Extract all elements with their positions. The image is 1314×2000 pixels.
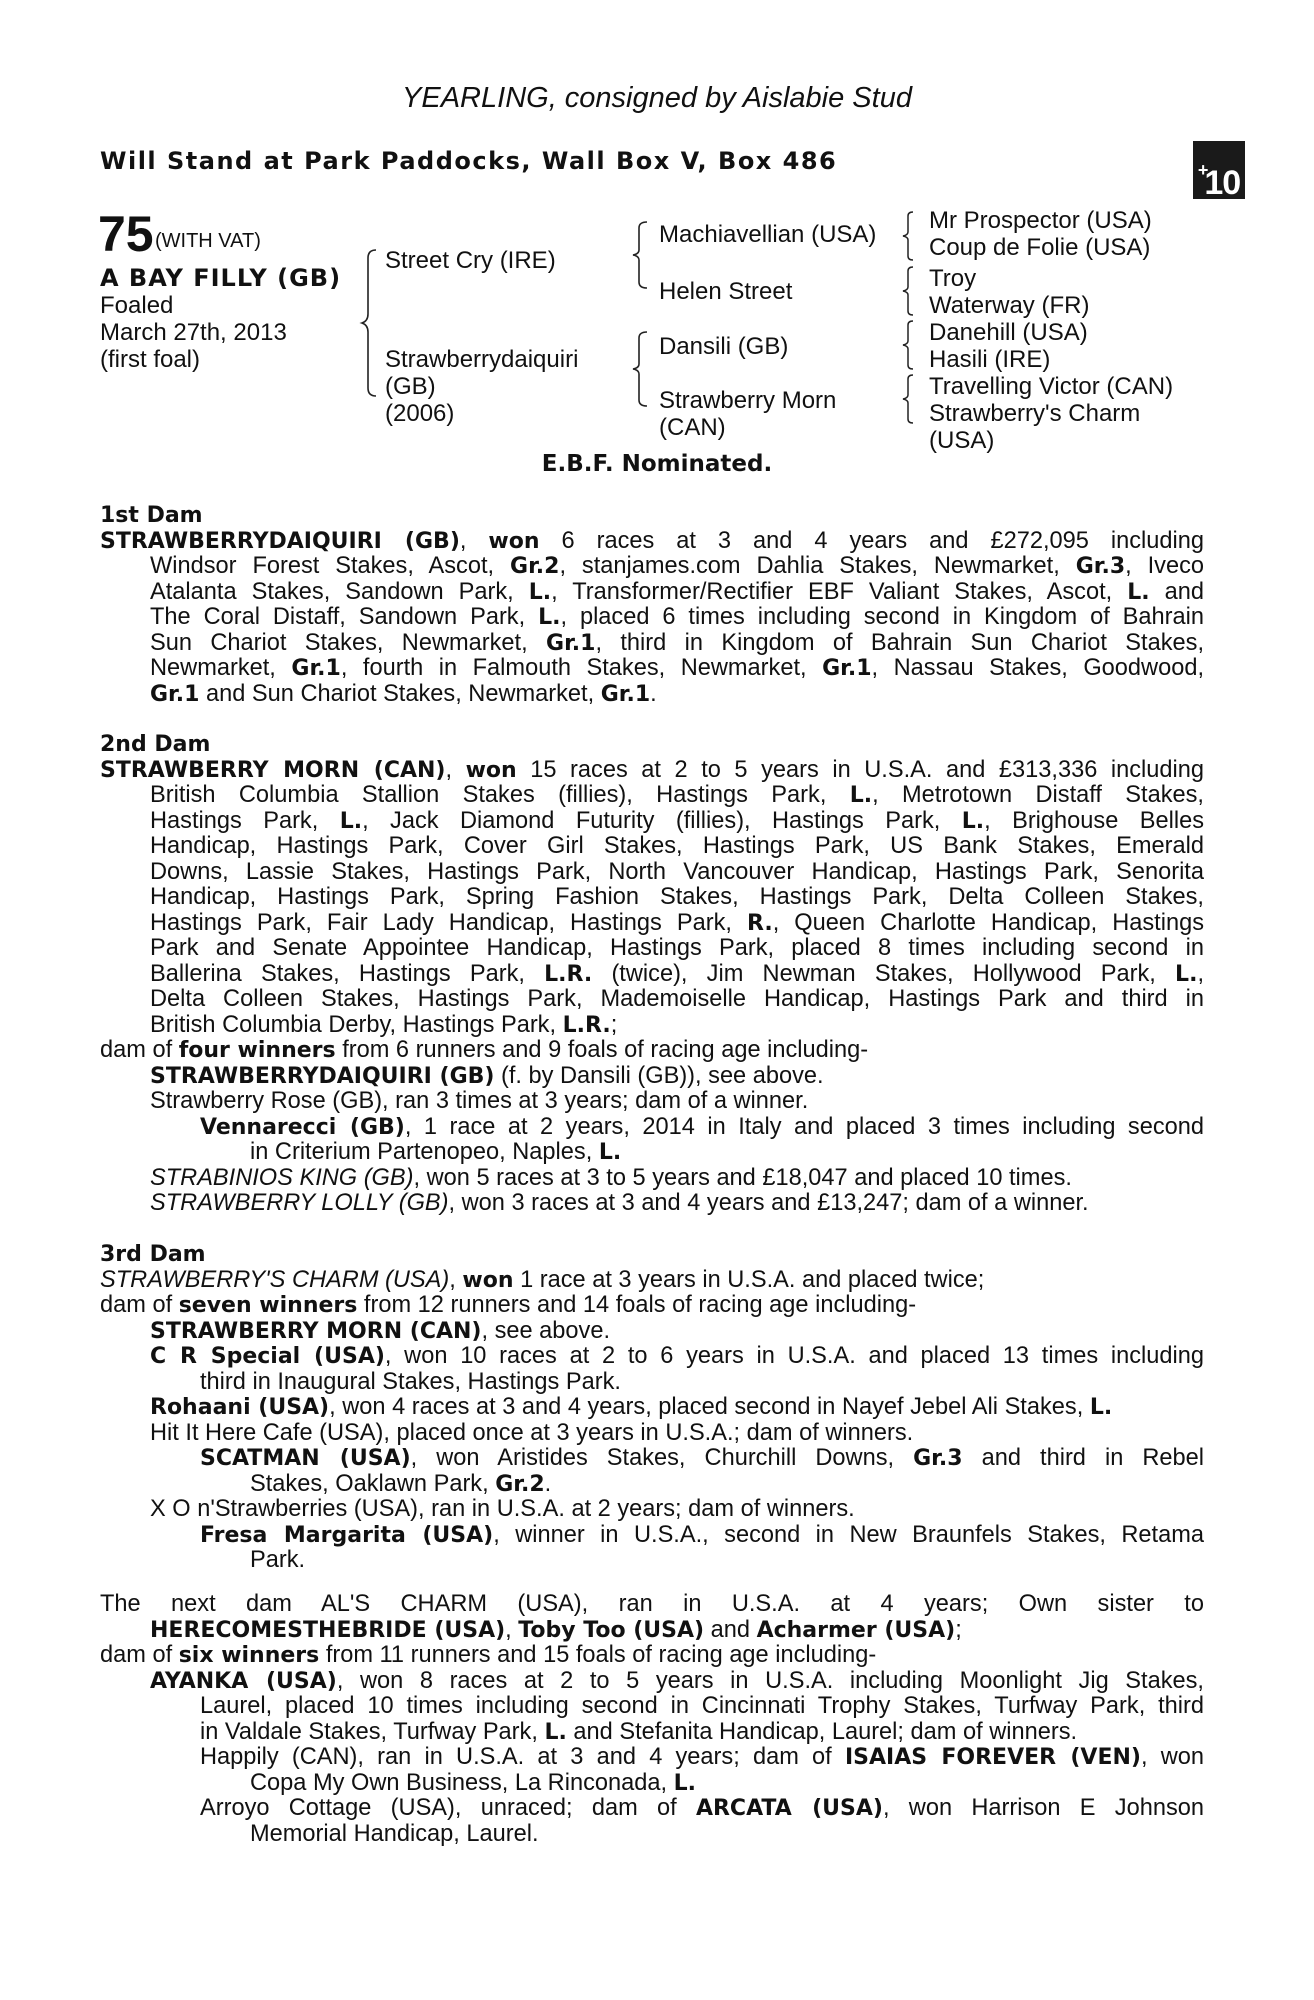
pedigree-ggen-8-line1: Strawberry's Charm [929, 400, 1141, 427]
produce-entry: Arroyo Cottage (USA), unraced; dam of ARCATA (USA), won Harrison E Johnson [200, 1795, 1204, 1821]
second-dam-line: Hastings Park, Fair Lady Handicap, Hastings Park, R., Queen Charlotte Handicap, Hastings [150, 909, 1204, 936]
third-dam-section [100, 1242, 1204, 1574]
next-dam-produce-summary: dam of six winners from 11 runners and 15 foals of racing age including- [100, 1642, 877, 1668]
first-dam-line: Sun Chariot Stakes, Newmarket, Gr.1, third in Kingdom of Bahrain Sun Chariot Stakes, [150, 629, 1204, 656]
pedigree-bracket-main [362, 248, 382, 398]
first-dam-line: Newmarket, Gr.1, fourth in Falmouth Stakes, Newmarket, Gr.1, Nassau Stakes, Goodwood, [150, 655, 1205, 681]
first-dam-name: STRAWBERRYDAIQUIRI (GB) [100, 528, 460, 554]
produce-entry: STRABINIOS KING (GB), won 5 races at 3 to 5 years and £18,047 and placed 10 times. [150, 1164, 1072, 1191]
produce-entry: STRAWBERRYDAIQUIRI (GB) (f. by Dansili (GB)), see above. [150, 1062, 824, 1089]
pedigree-sire-sire: Machiavellian (USA) [659, 221, 877, 248]
produce-entry: Fresa Margarita (USA), winner in U.S.A., second in New Braunfels Stakes, Retama [200, 1521, 1204, 1548]
foaled-info [100, 292, 287, 373]
produce-entry: Strawberry Rose (GB), ran 3 times at 3 years; dam of a winner. [150, 1088, 809, 1114]
second-dam-line: British Columbia Derby, Hastings Park, L.R.; [150, 1011, 618, 1038]
badge-mark: + [1197, 160, 1208, 180]
lot-vat: (WITH VAT) [155, 230, 261, 252]
pedigree-ggen-4: Waterway (FR) [929, 292, 1090, 319]
pedigree-bracket-ss [903, 210, 917, 262]
pedigree-bracket-dd [903, 373, 917, 425]
second-dam-line: Hastings Park, L., Jack Diamond Futurity (fillies), Hastings Park, L., Brighouse Belles [150, 807, 1204, 834]
won-label: won [488, 528, 540, 554]
second-dam-line: STRAWBERRY MORN (CAN), won 15 races at 2 to 5 years in U.S.A. and £313,336 including [100, 756, 1204, 783]
produce-entry: X O n'Strawberries (USA), ran in U.S.A. at 2 years; dam of winners. [150, 1496, 855, 1522]
pedigree-ggen-1: Mr Prospector (USA) [929, 207, 1152, 234]
second-dam-line: Handicap, Hastings Park, Spring Fashion Stakes, Hastings Park, Delta Colleen Stakes, [150, 884, 1204, 910]
produce-entry: Happily (CAN), ran in U.S.A. at 3 and 4 years; dam of ISAIAS FOREVER (VEN), won [200, 1744, 1204, 1770]
pedigree-ggen-6: Hasili (IRE) [929, 346, 1051, 373]
pedigree-dam-dam-line1: Strawberry Morn [659, 387, 837, 414]
foaled-label: Foaled [100, 292, 174, 319]
pedigree-bracket-ds [903, 319, 917, 371]
third-dam-line: STRAWBERRY'S CHARM (USA), won 1 race at 3 years in U.S.A. and placed twice; [100, 1266, 985, 1293]
produce-entry: STRAWBERRY LOLLY (GB), won 3 races at 3 and 4 years and £13,247; dam of a winner. [150, 1190, 1089, 1216]
produce-entry: AYANKA (USA), won 8 races at 2 to 5 years in U.S.A. including Moonlight Jig Stakes, [150, 1667, 1204, 1694]
third-dam-heading: 3rd Dam [100, 1242, 206, 1267]
pedigree-sire-dam: Helen Street [659, 278, 793, 305]
second-dam-name: STRAWBERRY MORN (CAN) [100, 757, 446, 783]
second-dam-line: Ballerina Stakes, Hastings Park, L.R. (twice), Jim Newman Stakes, Hollywood Park, L., [150, 960, 1204, 987]
first-dam-line: Atalanta Stakes, Sandown Park, L., Transformer/Rectifier EBF Valiant Stakes, Ascot, L. and [150, 578, 1204, 605]
produce-entry: third in Inaugural Stakes, Hastings Park. [200, 1368, 621, 1395]
pedigree-ggen-8 [929, 400, 1140, 454]
second-dam-line: Park and Senate Appointee Handicap, Hastings Park, placed 8 times including second in [150, 935, 1204, 961]
sale-badge [1193, 141, 1245, 202]
first-dam-section [100, 503, 1204, 707]
pedigree-ggen-8-line2: (USA) [929, 427, 995, 454]
produce-entry: SCATMAN (USA), won Aristides Stakes, Churchill Downs, Gr.3 and third in Rebel [200, 1445, 1205, 1471]
first-dam-line: Windsor Forest Stakes, Ascot, Gr.2, stanjames.com Dahlia Stakes, Newmarket, Gr.3, Iveco [150, 553, 1204, 579]
next-dam-line: The next dam AL'S CHARM (USA), ran in U.S.A. at 4 years; Own sister to [100, 1591, 1204, 1617]
produce-entry: C R Special (USA), won 10 races at 2 to 6 years in U.S.A. and placed 13 times including [150, 1343, 1204, 1369]
third-dam-produce-summary: dam of seven winners from 12 runners and 14 foals of racing age including- [100, 1292, 917, 1318]
page-title: YEARLING, consigned by Aislabie Stud [402, 82, 912, 114]
pedigree-ggen-5: Danehill (USA) [929, 319, 1088, 346]
pedigree-dam-line1: Strawberrydaiquiri [385, 346, 579, 373]
produce-entry: Laurel, placed 10 times including second in Cincinnati Trophy Stakes, Turfway Park, third [200, 1693, 1204, 1719]
second-dam-line: Delta Colleen Stakes, Hastings Park, Mademoiselle Handicap, Hastings Park and third in [150, 986, 1204, 1012]
second-dam-heading: 2nd Dam [100, 732, 211, 757]
produce-entry: Rohaani (USA), won 4 races at 3 and 4 years, placed second in Nayef Jebel Ali Stakes, L. [150, 1394, 1113, 1420]
next-dam-line: HERECOMESTHEBRIDE (USA), Toby Too (USA) and Acharmer (USA); [150, 1616, 962, 1643]
second-dam-line: Handicap, Hastings Park, Cover Girl Stakes, Hastings Park, US Bank Stakes, Emerald [150, 833, 1204, 859]
produce-entry: STRAWBERRY MORN (CAN), see above. [150, 1317, 611, 1344]
second-dam-line: Downs, Lassie Stakes, Hastings Park, North Vancouver Handicap, Hastings Park, Senorita [150, 858, 1204, 885]
pedigree-ggen-2: Coup de Folie (USA) [929, 234, 1151, 261]
second-dam-line: British Columbia Stallion Stakes (fillies), Hastings Park, L., Metrotown Distaff Stakes, [150, 782, 1204, 808]
foaled-date: March 27th, 2013 [100, 319, 287, 346]
produce-entry: in Criterium Partenopeo, Naples, L. [250, 1139, 622, 1165]
first-dam-line: The Coral Distaff, Sandown Park, L., placed 6 times including second in Kingdom of Bahrain [150, 604, 1204, 630]
produce-entry: Vennarecci (GB), 1 race at 2 years, 2014 in Italy and placed 3 times including second [200, 1113, 1205, 1140]
produce-entry: Memorial Handicap, Laurel. [250, 1820, 539, 1847]
pedigree-dam-dam [659, 387, 836, 441]
pedigree-dam [385, 346, 578, 427]
produce-entry: Park. [250, 1547, 306, 1573]
produce-entry: Stakes, Oaklawn Park, Gr.2. [250, 1470, 552, 1497]
ebf-nominated: E.B.F. Nominated. [541, 451, 773, 477]
first-dam-line: STRAWBERRYDAIQUIRI (GB), won 6 races at 3 and 4 years and £272,095 including [100, 527, 1204, 554]
stand-location: Will Stand at Park Paddocks, Wall Box V, Box 486 [100, 147, 838, 175]
pedigree-dam-sire: Dansili (GB) [659, 333, 789, 360]
produce-entry: Hit It Here Cafe (USA), placed once at 3 years in U.S.A.; dam of winners. [150, 1419, 914, 1446]
produce-entry: Copa My Own Business, La Rinconada, L. [250, 1769, 696, 1796]
pedigree-bracket-sire [633, 220, 653, 290]
pedigree-bracket-dam [633, 330, 653, 408]
pedigree-dam-line2: (GB) [385, 373, 436, 400]
badge-number: 10 [1204, 164, 1241, 202]
first-dam-line: Gr.1 and Sun Chariot Stakes, Newmarket, Gr.1. [150, 680, 657, 707]
pedigree-dam-dam-line2: (CAN) [659, 414, 726, 441]
next-dam-section [100, 1592, 1204, 1847]
horse-name: A BAY FILLY (GB) [100, 264, 342, 292]
third-dam-name: STRAWBERRY'S CHARM (USA) [100, 1266, 450, 1293]
pedigree-ggen-7: Travelling Victor (CAN) [929, 373, 1174, 400]
second-dam-section [100, 732, 1204, 1217]
lot-number: 75 [98, 206, 154, 262]
second-dam-produce-summary: dam of four winners from 6 runners and 9 foals of racing age including- [100, 1037, 869, 1063]
pedigree-bracket-sd [903, 265, 917, 317]
pedigree-dam-line3: (2006) [385, 400, 455, 427]
first-dam-heading: 1st Dam [100, 503, 203, 528]
foal-note: (first foal) [100, 346, 201, 373]
pedigree-sire: Street Cry (IRE) [385, 247, 556, 274]
produce-entry: in Valdale Stakes, Turfway Park, L. and Stefanita Handicap, Laurel; dam of winners. [200, 1718, 1078, 1745]
pedigree-ggen-3: Troy [929, 265, 977, 292]
